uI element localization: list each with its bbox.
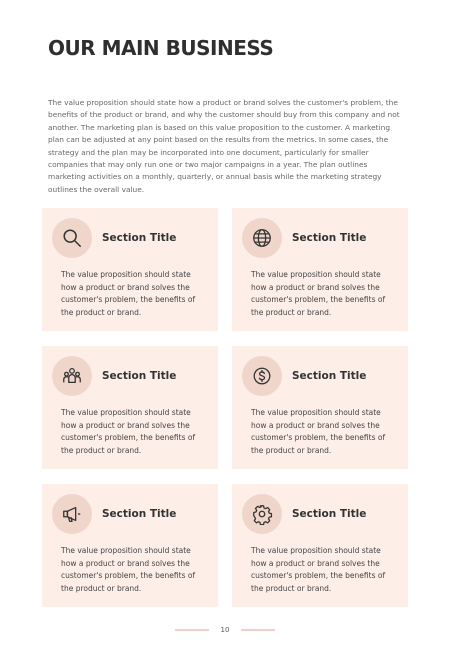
page-number: 10 — [220, 626, 230, 634]
section-card — [232, 484, 408, 607]
card-text: The value proposition should state how a product or brand solves the customer's problem, the benefits of the product or brand. — [251, 546, 386, 593]
section-card — [42, 346, 218, 469]
card-text: The value proposition should state how a product or brand solves the customer's problem, the benefits of the product or brand. — [61, 408, 196, 455]
card-title: Section Title — [292, 508, 367, 520]
footer-divider — [175, 629, 209, 631]
page-title: OUR MAIN BUSINESS — [48, 36, 274, 60]
card-text: The value proposition should state how a product or brand solves the customer's problem, the benefits of the product or brand. — [61, 270, 196, 317]
gear-icon — [242, 494, 282, 534]
team-icon — [52, 356, 92, 396]
card-text: The value proposition should state how a product or brand solves the customer's problem, the benefits of the product or brand. — [251, 408, 386, 455]
footer-divider — [241, 629, 275, 631]
card-title: Section Title — [292, 232, 367, 244]
section-card — [232, 346, 408, 469]
card-text: The value proposition should state how a product or brand solves the customer's problem, the benefits of the product or brand. — [251, 270, 386, 317]
card-text: The value proposition should state how a product or brand solves the customer's problem, the benefits of the product or brand. — [61, 546, 196, 593]
card-title: Section Title — [102, 232, 177, 244]
megaphone-icon — [52, 494, 92, 534]
section-card — [42, 484, 218, 607]
card-title: Section Title — [102, 508, 177, 520]
dollar-icon — [242, 356, 282, 396]
globe-icon — [242, 218, 282, 258]
card-title: Section Title — [292, 370, 367, 382]
intro-paragraph: The value proposition should state how a product or brand solves the customer's problem, the benefits of the product or brand, and why the customer should buy from this company and not another. The marketing plan is based on this value proposition to the customer. A marketing plan can be adjusted at any point based on the results from the metrics. In some cases, the strategy and the plan may be incorporated into one document, particularly for smaller companies that may only run one or two major campaigns in a year. The plan outlines marketing activities on a monthly, quarterly, or annual basis while the marketing strategy outlines the overall value. — [48, 98, 400, 194]
search-icon — [52, 218, 92, 258]
card-title: Section Title — [102, 370, 177, 382]
section-card — [232, 208, 408, 331]
page-footer — [0, 623, 450, 637]
section-card — [42, 208, 218, 331]
